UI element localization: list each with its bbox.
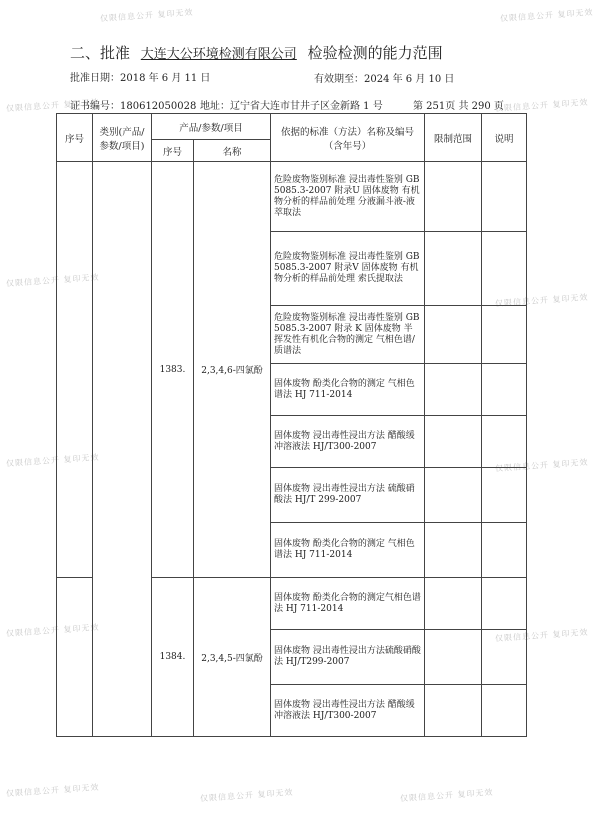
limit-cell xyxy=(425,306,482,364)
address: 地址：辽宁省大连市甘井子区金新路 1 号 xyxy=(200,101,383,112)
header-product-group: 产品/参数/项目 xyxy=(152,114,271,140)
table-row xyxy=(57,162,527,232)
standard-cell: 危险废物鉴别标准 浸出毒性鉴别 GB 5085.3-2007 附录V 固体废物 有机物分析的样品前处理 索氏提取法 xyxy=(271,232,425,306)
standard-cell: 危险废物鉴别标准 浸出毒性鉴别 GB 5085.3-2007 附录 K 固体废物 半挥发性有机化合物的测定 气相色谱/质谱法 xyxy=(271,306,425,364)
watermark: 仅限信息公开 复印无效 xyxy=(399,787,494,804)
watermark: 仅限信息公开 复印无效 xyxy=(5,782,100,799)
watermark: 仅限信息公开 复印无效 xyxy=(494,97,589,114)
header-seq: 序号 xyxy=(57,114,93,162)
note-cell xyxy=(482,578,527,630)
watermark: 仅限信息公开 复印无效 xyxy=(5,622,100,639)
standard-cell: 固体废物 浸出毒性浸出方法 醋酸缓冲溶液法 HJ/T300-2007 xyxy=(271,685,425,737)
organization-name: 大连大公环境检测有限公司 xyxy=(140,47,297,62)
certificate-number: 证书编号：180612050028 xyxy=(70,101,197,112)
limit-cell xyxy=(425,630,482,685)
item-name-cell: 2,3,4,5-四氯酚 xyxy=(194,578,271,737)
note-cell xyxy=(482,685,527,737)
note-cell xyxy=(482,306,527,364)
note-cell xyxy=(482,630,527,685)
seq-cell xyxy=(57,578,93,737)
note-cell xyxy=(482,364,527,416)
header-category: 类别(产品/参数/项目) xyxy=(93,114,152,162)
standard-cell: 固体废物 酚类化合物的测定气相色谱法 HJ 711-2014 xyxy=(271,578,425,630)
note-cell xyxy=(482,523,527,578)
note-cell xyxy=(482,162,527,232)
header-name: 名称 xyxy=(194,140,271,162)
header-limit: 限制范围 xyxy=(425,114,482,162)
watermark: 仅限信息公开 复印无效 xyxy=(5,272,100,289)
standard-cell: 固体废物 酚类化合物的测定 气相色谱法 HJ 711-2014 xyxy=(271,523,425,578)
limit-cell xyxy=(425,416,482,468)
watermark: 仅限信息公开 复印无效 xyxy=(494,457,589,474)
limit-cell xyxy=(425,685,482,737)
standard-cell: 固体废物 酚类化合物的测定 气相色谱法 HJ 711-2014 xyxy=(271,364,425,416)
limit-cell xyxy=(425,162,482,232)
category-cell xyxy=(93,162,152,737)
standard-cell: 固体废物 浸出毒性浸出方法 醋酸缓冲溶液法 HJ/T300-2007 xyxy=(271,416,425,468)
watermark: 仅限信息公开 复印无效 xyxy=(5,452,100,469)
table-header-row xyxy=(57,114,527,140)
standard-cell: 固体废物 浸出毒性浸出方法 硫酸硝酸法 HJ/T 299-2007 xyxy=(271,468,425,523)
limit-cell xyxy=(425,468,482,523)
note-cell xyxy=(482,416,527,468)
page-number: 第 251页 共 290 页 xyxy=(413,101,504,112)
watermark: 仅限信息公开 复印无效 xyxy=(5,97,100,114)
section-label: 二、批准 xyxy=(70,44,131,62)
note-cell xyxy=(482,232,527,306)
limit-cell xyxy=(425,523,482,578)
watermark: 仅限信息公开 复印无效 xyxy=(199,787,294,804)
standard-cell: 固体废物 浸出毒性浸出方法硫酸硝酸法 HJ/T299-2007 xyxy=(271,630,425,685)
limit-cell xyxy=(425,364,482,416)
standard-cell: 危险废物鉴别标准 浸出毒性鉴别 GB 5085.3-2007 附录U 固体废物 有机物分析的样品前处理 分液漏斗液-液萃取法 xyxy=(271,162,425,232)
scope-table xyxy=(56,113,527,737)
sub-seq-cell: 1383. xyxy=(152,162,194,578)
scope-title: 检验检测的能力范围 xyxy=(307,44,443,62)
header-standard: 依据的标准（方法）名称及编号（含年号） xyxy=(271,114,425,162)
note-cell xyxy=(482,468,527,523)
watermark: 仅限信息公开 复印无效 xyxy=(99,7,194,24)
watermark: 仅限信息公开 复印无效 xyxy=(494,292,589,309)
approval-date: 批准日期：2018 年 6 月 11 日 xyxy=(70,73,211,84)
limit-cell xyxy=(425,232,482,306)
header-note: 说明 xyxy=(482,114,527,162)
header-sub-seq: 序号 xyxy=(152,140,194,162)
page-title xyxy=(70,42,443,63)
seq-cell xyxy=(57,162,93,578)
watermark: 仅限信息公开 复印无效 xyxy=(494,627,589,644)
sub-seq-cell: 1384. xyxy=(152,578,194,737)
watermark: 仅限信息公开 复印无效 xyxy=(499,7,594,24)
valid-until: 有效期至：2024 年 6 月 10 日 xyxy=(314,74,455,85)
limit-cell xyxy=(425,578,482,630)
item-name-cell: 2,3,4,6-四氯酚 xyxy=(194,162,271,578)
